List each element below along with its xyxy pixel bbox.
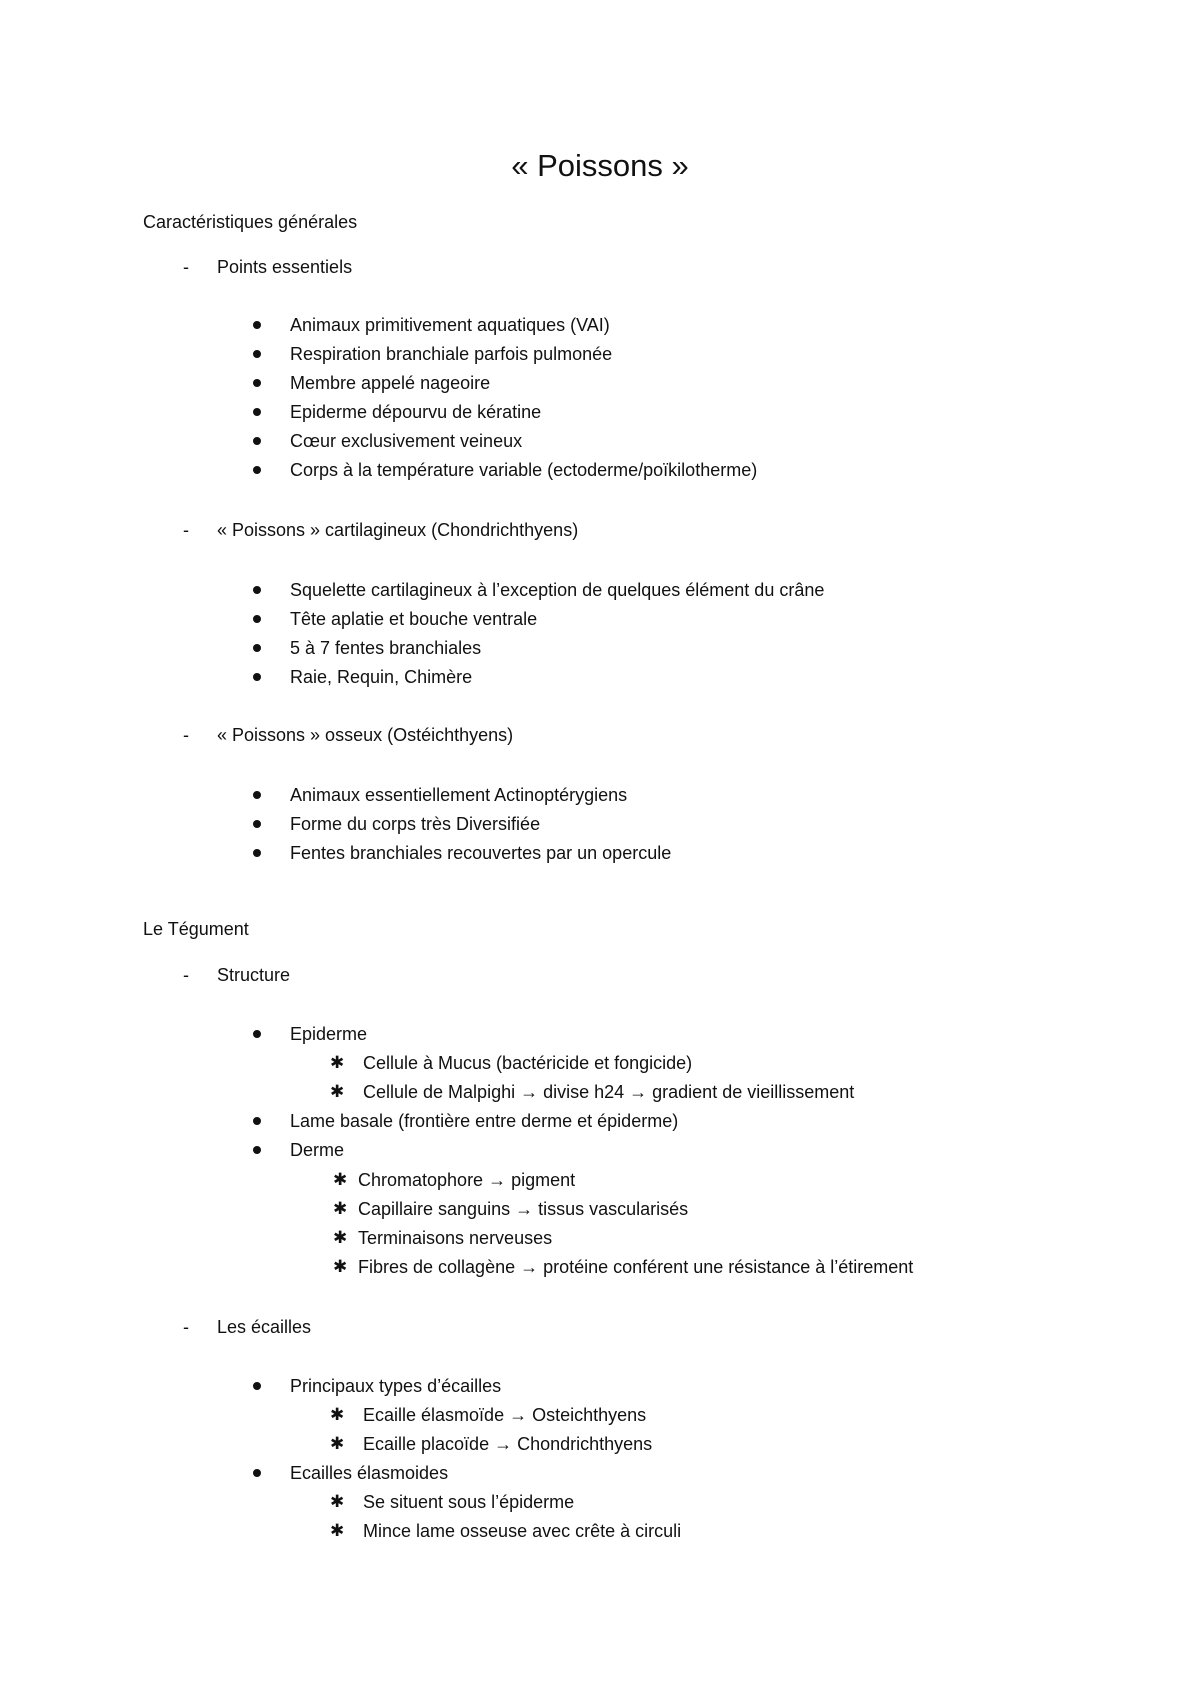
section-heading: Caractéristiques générales: [143, 212, 358, 232]
bullet-icon: [253, 644, 261, 652]
list-item: Forme du corps très Diversifiée: [290, 814, 541, 834]
subsection-label: Les écailles: [217, 1317, 312, 1337]
bullet-icon: [253, 791, 261, 799]
list-subitem: Chromatophore → pigment: [358, 1170, 576, 1190]
list-subitem: Fibres de collagène → protéine conférent une résistance à l’étirement: [358, 1257, 914, 1277]
list-subitem: Se situent sous l’épiderme: [363, 1492, 575, 1512]
star-bullet-icon: ✱: [333, 1170, 348, 1190]
bullet-icon: [253, 586, 261, 594]
dash-marker: -: [183, 257, 189, 277]
star-bullet-icon: ✱: [330, 1521, 345, 1541]
star-bullet-icon: ✱: [330, 1492, 345, 1512]
list-item: Fentes branchiales recouvertes par un opercule: [290, 843, 672, 863]
star-bullet-icon: ✱: [330, 1082, 345, 1102]
star-bullet-icon: ✱: [333, 1228, 348, 1248]
list-item: Membre appelé nageoire: [290, 373, 491, 393]
bullet-icon: [253, 1469, 261, 1477]
bullet-icon: [253, 321, 261, 329]
bullet-icon: [253, 820, 261, 828]
bullet-icon: [253, 1030, 261, 1038]
dash-marker: -: [183, 965, 189, 985]
list-item: Epiderme dépourvu de kératine: [290, 402, 542, 422]
list-item: Derme: [290, 1140, 345, 1160]
bullet-icon: [253, 1382, 261, 1390]
list-item: Corps à la température variable (ectoderme/poïkilotherme): [290, 460, 758, 480]
list-item: Cœur exclusivement veineux: [290, 431, 523, 451]
list-item: Epiderme: [290, 1024, 368, 1044]
list-subitem: Mince lame osseuse avec crête à circuli: [363, 1521, 682, 1541]
subsection-label: « Poissons » cartilagineux (Chondrichthyens): [217, 520, 579, 540]
star-bullet-icon: ✱: [333, 1257, 348, 1277]
bullet-icon: [253, 379, 261, 387]
section-heading: Le Tégument: [143, 919, 249, 939]
list-subitem: Cellule à Mucus (bactéricide et fongicide): [363, 1053, 693, 1073]
star-bullet-icon: ✱: [333, 1199, 348, 1219]
list-item: Squelette cartilagineux à l’exception de quelques élément du crâne: [290, 580, 825, 600]
list-subitem: Ecaille placoïde → Chondrichthyens: [363, 1434, 653, 1454]
list-subitem: Terminaisons nerveuses: [358, 1228, 553, 1248]
list-item: Tête aplatie et bouche ventrale: [290, 609, 538, 629]
list-item: Animaux essentiellement Actinoptérygiens: [290, 785, 628, 805]
list-item: 5 à 7 fentes branchiales: [290, 638, 482, 658]
list-item: Animaux primitivement aquatiques (VAI): [290, 315, 610, 335]
page-title: « Poissons »: [511, 148, 689, 183]
subsection-label: Structure: [217, 965, 291, 985]
list-subitem: Cellule de Malpighi → divise h24 → gradient de vieillissement: [363, 1082, 855, 1102]
star-bullet-icon: ✱: [330, 1405, 345, 1425]
subsection-label: « Poissons » osseux (Ostéichthyens): [217, 725, 514, 745]
bullet-icon: [253, 466, 261, 474]
bullet-icon: [253, 673, 261, 681]
star-bullet-icon: ✱: [330, 1053, 345, 1073]
dash-marker: -: [183, 725, 189, 745]
list-item: Raie, Requin, Chimère: [290, 667, 473, 687]
bullet-icon: [253, 615, 261, 623]
bullet-icon: [253, 1146, 261, 1154]
bullet-icon: [253, 408, 261, 416]
list-item: Lame basale (frontière entre derme et épiderme): [290, 1111, 679, 1131]
list-subitem: Capillaire sanguins → tissus vascularisés: [358, 1199, 689, 1219]
subsection-label: Points essentiels: [217, 257, 353, 277]
bullet-icon: [253, 849, 261, 857]
list-item: Ecailles élasmoides: [290, 1463, 449, 1483]
bullet-icon: [253, 1117, 261, 1125]
star-bullet-icon: ✱: [330, 1434, 345, 1454]
list-item: Respiration branchiale parfois pulmonée: [290, 344, 613, 364]
bullet-icon: [253, 350, 261, 358]
list-subitem: Ecaille élasmoïde → Osteichthyens: [363, 1405, 647, 1425]
list-item: Principaux types d’écailles: [290, 1376, 502, 1396]
dash-marker: -: [183, 520, 189, 540]
bullet-icon: [253, 437, 261, 445]
dash-marker: -: [183, 1317, 189, 1337]
